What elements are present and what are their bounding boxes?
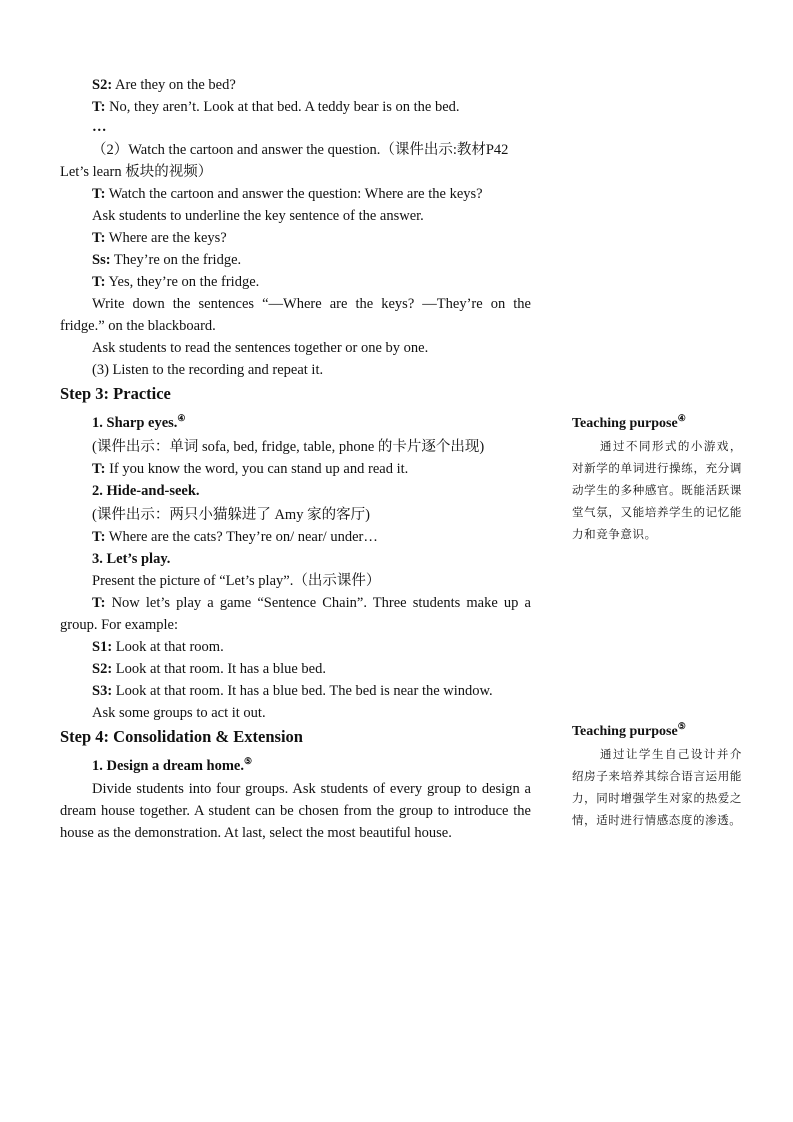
line-text: Watch the cartoon and answer the question: Where are the keys? [105, 186, 483, 202]
speaker: T: [92, 595, 106, 611]
speaker: T: [92, 186, 106, 202]
dialogue-line [60, 227, 531, 249]
dialogue-line [60, 658, 531, 680]
line-text: Are they on the bed? [112, 77, 236, 93]
line-text: They’re on the fridge. [110, 252, 242, 268]
speaker: T: [92, 461, 106, 477]
footnote-marker: ④ [677, 413, 686, 423]
speaker: T: [92, 230, 106, 246]
instruction-paragraph: （2）Watch the cartoon and answer the question.（课件出示:教材P42 Let’s learn 板块的视频） [60, 142, 509, 180]
speaker: T: [92, 99, 106, 115]
dialogue-line [60, 526, 531, 548]
speaker: Ss: [92, 252, 111, 268]
activity-title [60, 407, 531, 434]
instruction-paragraph: Divide students into four groups. Ask students of every group to design a dream house together. A student can be chosen from the group to introduce the house as the demonstration. At last, select the most beautiful house. [60, 781, 531, 841]
dialogue-line [60, 271, 531, 293]
dialogue-line [60, 249, 531, 271]
courseware-note: (课件出示：单词 sofa, bed, fridge, table, phone 的卡片逐个出现) [92, 439, 485, 455]
line-text: Now let’s play a game “Sentence Chain”. Three students make up a group. For example: [60, 595, 531, 633]
line-text: If you know the word, you can stand up and read it. [105, 461, 409, 477]
note-text: 通过不同形式的小游戏，对新学的单词进行操练，充分调动学生的多种感官。既能活跃课堂气氛，又能培养学生的记忆能力和竞争意识。 [572, 441, 742, 541]
dialogue-line [60, 96, 531, 118]
courseware-note: (课件出示：两只小猫躲进了 Amy 家的客厅) [92, 507, 370, 523]
speaker: T: [92, 274, 106, 290]
footnote-marker: ⑤ [243, 756, 253, 766]
line-text: Look at that room. [112, 639, 224, 655]
line-text: Look at that room. It has a blue bed. The bed is near the window. [112, 683, 493, 699]
line-text: Look at that room. It has a blue bed. [112, 661, 326, 677]
speaker: S2: [92, 661, 113, 677]
dialogue-paragraph [60, 592, 531, 636]
dialogue-paragraph [60, 680, 531, 702]
activity-title-text: 1. Design a dream home. [92, 758, 244, 774]
instruction-line: Ask students to read the sentences together or one by one. [92, 340, 429, 356]
speaker: S2: [92, 77, 113, 93]
ellipsis: … [92, 119, 107, 135]
dialogue-line [60, 636, 531, 658]
line-text: No, they aren’t. Look at that bed. A teddy bear is on the bed. [105, 99, 460, 115]
speaker: S3: [92, 683, 113, 699]
step-heading: Step 4: Consolidation & Extension [60, 727, 303, 746]
instruction-line: Present the picture of “Let’s play”.（出示课件） [92, 573, 381, 589]
line-text: Where are the cats? They’re on/ near/ under… [105, 529, 378, 545]
line-text: Where are the keys? [105, 230, 227, 246]
footnote-marker: ④ [177, 413, 186, 423]
dialogue-line [60, 458, 531, 480]
speaker: S1: [92, 639, 113, 655]
note-text: 通过让学生自己设计并介绍房子来培养其综合语言运用能力，同时增强学生对家的热爱之情，适时进行情感态度的渗透。 [572, 749, 742, 827]
instruction-line: Ask students to underline the key sentence of the answer. [92, 208, 424, 224]
instruction-line: Ask some groups to act it out. [92, 705, 266, 721]
teaching-purpose-note [572, 716, 742, 832]
note-title [572, 408, 742, 434]
instruction-paragraph: Write down the sentences “—Where are the keys? —They’re on the fridge.” on the blackboard. [60, 296, 531, 334]
instruction-line: (3) Listen to the recording and repeat it. [92, 362, 324, 378]
step-heading: Step 3: Practice [60, 384, 171, 403]
line-text: Yes, they’re on the fridge. [105, 274, 260, 290]
lesson-content [60, 74, 531, 844]
dialogue-line [60, 74, 531, 96]
activity-title-text: 1. Sharp eyes. [92, 415, 178, 431]
activity-title: 3. Let’s play. [92, 551, 171, 567]
speaker: T: [92, 529, 106, 545]
note-title-text: Teaching purpose [572, 724, 678, 739]
note-title [572, 716, 742, 742]
dialogue-line [60, 183, 531, 205]
activity-title: 2. Hide-and-seek. [92, 483, 200, 499]
teaching-purpose-note [572, 408, 742, 546]
activity-title [60, 750, 531, 777]
note-title-text: Teaching purpose [572, 416, 678, 431]
footnote-marker: ⑤ [677, 721, 686, 731]
